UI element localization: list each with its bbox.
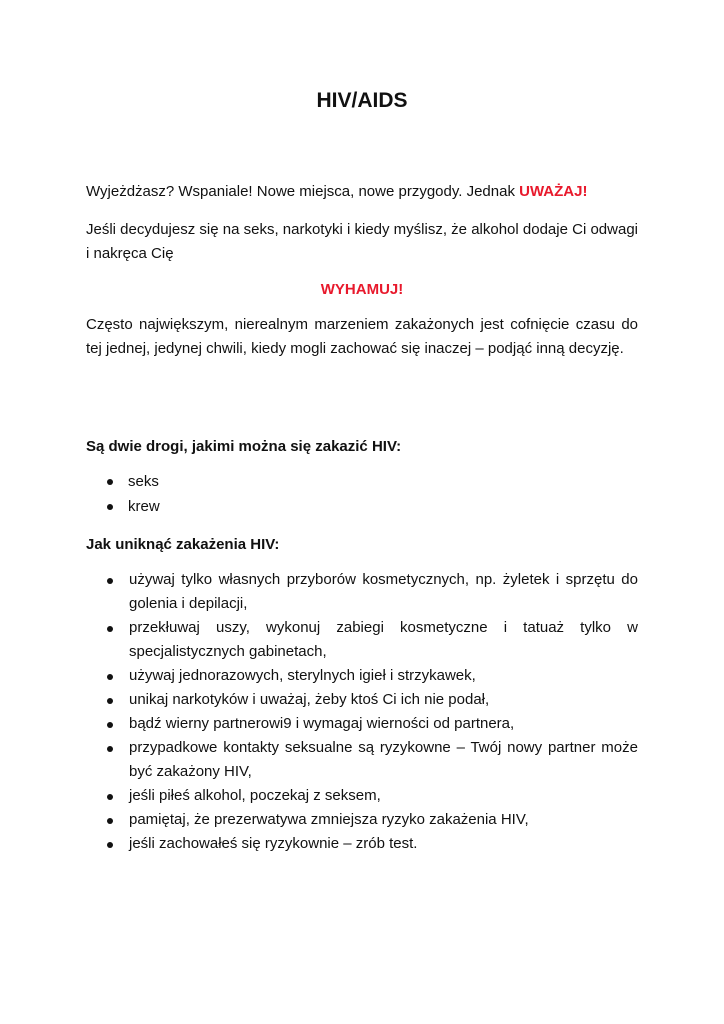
- ways-heading: Są dwie drogi, jakimi można się zakazić HIV:: [86, 438, 402, 455]
- intro-line-text: Wyjeżdżasz? Wspaniale! Nowe miejsca, nowe przygody. Jednak: [86, 183, 520, 200]
- bullet-icon: [107, 794, 113, 800]
- bullet-icon: [107, 479, 113, 485]
- bullet-icon: [107, 698, 113, 704]
- list-item: unikaj narkotyków i uważaj, żeby ktoś Ci ich nie podał,: [86, 688, 638, 712]
- bullet-icon: [107, 578, 113, 584]
- document-title: HIV/AIDS: [316, 89, 408, 112]
- avoid-heading: Jak uniknąć zakażenia HIV:: [86, 536, 280, 553]
- list-item: krew: [86, 495, 638, 519]
- bullet-icon: [107, 626, 113, 632]
- list-item: przypadkowe kontakty seksualne są ryzykowne – Twój nowy partner może być zakażony HIV,: [86, 736, 638, 784]
- bullet-icon: [107, 746, 113, 752]
- bullet-icon: [107, 722, 113, 728]
- list-item: jeśli zachowałeś się ryzykownie – zrób test.: [86, 832, 638, 856]
- bullet-icon: [107, 674, 113, 680]
- bullet-icon: [107, 818, 113, 824]
- list-item: używaj tylko własnych przyborów kosmetycznych, np. żyletek i sprzętu do golenia i depilacji,: [86, 568, 638, 616]
- avoid-list: [86, 568, 638, 856]
- ways-list: [86, 470, 638, 520]
- list-item: używaj jednorazowych, sterylnych igieł i strzykawek,: [86, 664, 638, 688]
- warning-word: UWAŻAJ!: [519, 183, 588, 200]
- decision-paragraph: Jeśli decydujesz się na seks, narkotyki i kiedy myślisz, że alkohol dodaje Ci odwagi i nakręca Cię: [86, 221, 638, 262]
- bullet-icon: [107, 504, 113, 510]
- intro-line: [86, 180, 638, 204]
- list-item: bądź wierny partnerowi9 i wymagaj wierności od partnera,: [86, 712, 638, 736]
- list-item: przekłuwaj uszy, wykonuj zabiegi kosmetyczne i tatuaż tylko w specjalistycznych gabinetach,: [86, 616, 638, 664]
- list-item: pamiętaj, że prezerwatywa zmniejsza ryzyko zakażenia HIV,: [86, 808, 638, 832]
- stop-word: WYHAMUJ!: [320, 281, 404, 298]
- regret-paragraph: Często największym, nierealnym marzeniem zakażonych jest cofnięcie czasu do tej jednej, jedynej chwili, kiedy mogli zachować się inaczej – podjąć inną decyzję.: [86, 316, 638, 357]
- list-item: seks: [86, 470, 638, 494]
- bullet-icon: [107, 842, 113, 848]
- list-item: jeśli piłeś alkohol, poczekaj z seksem,: [86, 784, 638, 808]
